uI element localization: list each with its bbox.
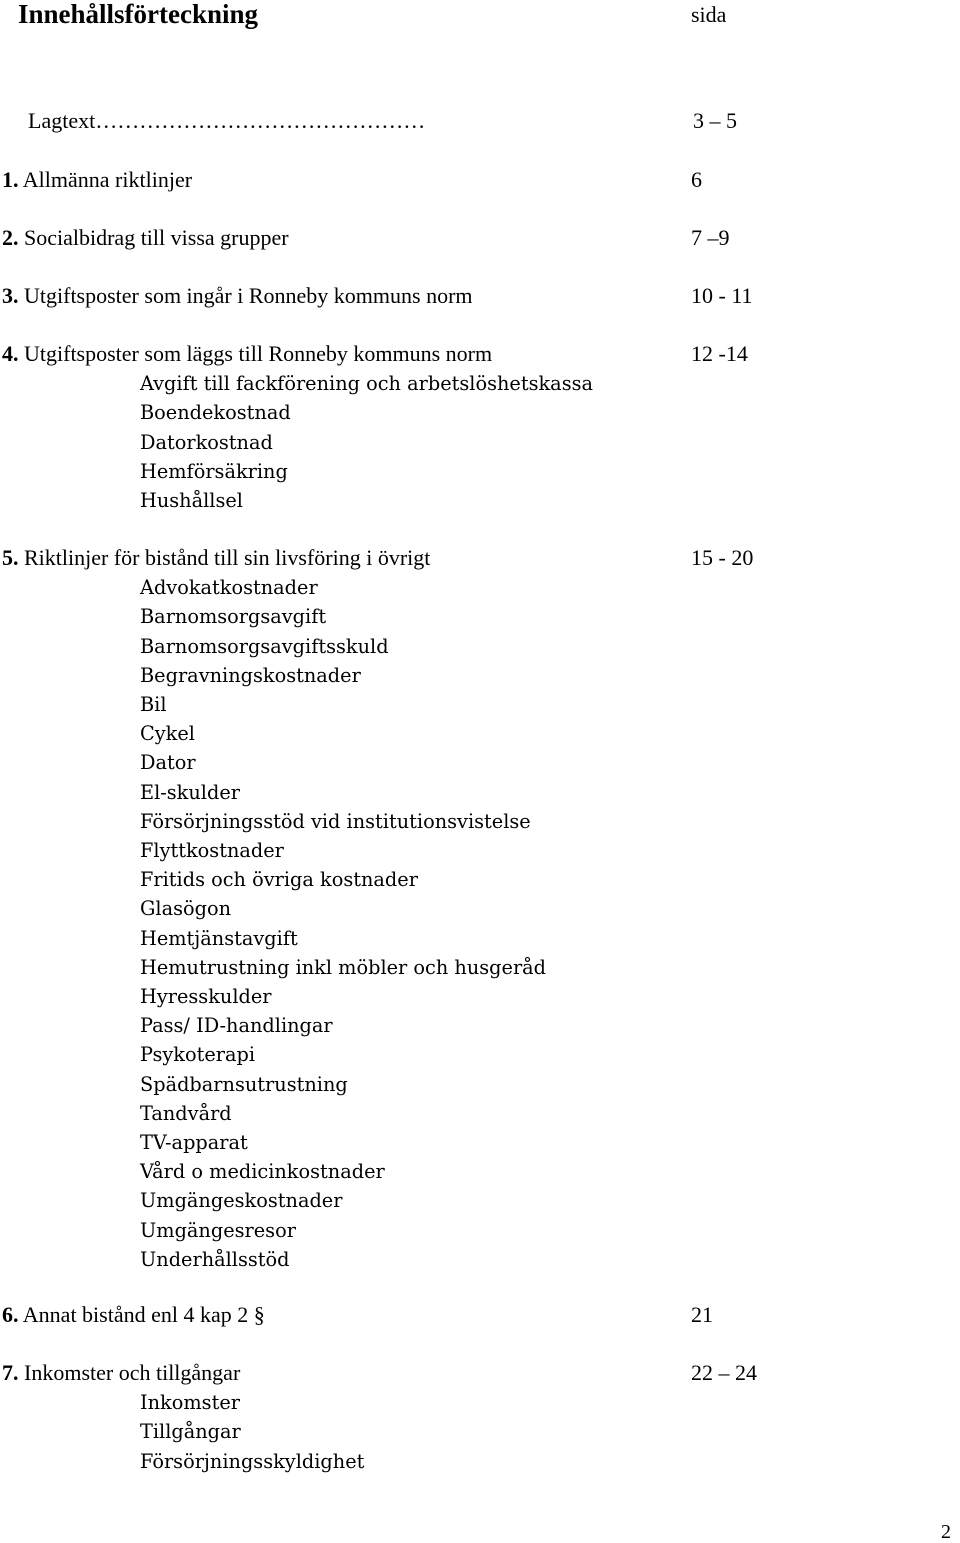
toc-subitem: Bil	[140, 692, 167, 716]
toc-subitem: Umgängeskostnader	[140, 1188, 343, 1213]
toc-entry-title: Socialbidrag till vissa grupper	[24, 225, 289, 250]
toc-entry-title: Inkomster och tillgångar	[24, 1360, 241, 1385]
toc-leader-dots: ………………………………………	[95, 108, 426, 133]
toc-entry	[2, 544, 430, 572]
toc-entry	[2, 166, 192, 194]
toc-subitem: Psykoterapi	[140, 1042, 256, 1067]
toc-subitem: Hemförsäkring	[140, 458, 288, 483]
toc-subitem: Umgängesresor	[140, 1217, 296, 1242]
toc-entry-title: Allmänna riktlinjer	[22, 167, 193, 192]
toc-subitem: Hemtjänstavgift	[140, 925, 298, 950]
toc-subitem: Hushållsel	[140, 488, 243, 512]
toc-entry	[2, 1301, 265, 1329]
toc-entry-pages: 15 - 20	[691, 545, 754, 570]
toc-entry-number: 1.	[2, 167, 19, 192]
toc-entry-pages: 7 –9	[691, 225, 730, 250]
toc-entry-pages: 22 – 24	[691, 1360, 757, 1385]
toc-entry-title: Riktlinjer för bistånd till sin livsföring i övrigt	[24, 545, 431, 570]
toc-subitem: Hyresskulder	[140, 984, 272, 1008]
toc-entry-pages: 12 -14	[691, 341, 748, 366]
toc-entry-title: Annat bistånd enl 4 kap 2 §	[22, 1302, 265, 1327]
toc-entry-number: 3.	[2, 283, 19, 308]
toc-subitem: TV-apparat	[140, 1130, 248, 1154]
toc-subitem: Fritids och övriga kostnader	[140, 867, 418, 892]
toc-entry-number: 7.	[2, 1360, 19, 1385]
toc-entry-number: 2.	[2, 225, 19, 250]
toc-entry-pages: 21	[691, 1302, 713, 1327]
toc-entry	[28, 107, 425, 135]
toc-entry-title: Utgiftsposter som läggs till Ronneby kommuns norm	[24, 341, 493, 366]
toc-subitem: Barnomsorgsavgiftsskuld	[140, 633, 389, 658]
toc-subitem: Cykel	[140, 721, 195, 746]
toc-subitem: Underhållsstöd	[140, 1246, 290, 1271]
toc-subitem: Hemutrustning inkl möbler och husgeråd	[140, 954, 547, 979]
toc-subitem: Barnomsorgsavgift	[140, 604, 327, 629]
toc-subitem: Tillgångar	[140, 1419, 241, 1444]
toc-subitem: Pass/ ID-handlingar	[140, 1013, 333, 1038]
toc-entry-title: Lagtext	[28, 108, 96, 133]
toc-subitem: Dator	[140, 750, 196, 775]
toc-subitem: Vård o medicinkostnader	[140, 1159, 385, 1184]
page-title: Innehållsförteckning	[18, 0, 259, 29]
toc-entry-title: Utgiftsposter som ingår i Ronneby kommuns norm	[24, 283, 473, 308]
toc-entry	[2, 224, 289, 252]
toc-entry-pages: 3 – 5	[693, 108, 737, 133]
toc-subitem: El-skulder	[140, 779, 240, 804]
toc-subitem: Glasögon	[140, 896, 232, 921]
toc-entry	[2, 1359, 240, 1387]
toc-entry-pages: 10 - 11	[691, 283, 753, 308]
toc-subitem: Försörjningsstöd vid institutionsvistelse	[140, 808, 531, 833]
toc-subitem: Försörjningsskyldighet	[140, 1448, 365, 1473]
toc-entry	[2, 340, 492, 368]
toc-entry-number: 5.	[2, 545, 19, 570]
toc-subitem: Tandvård	[140, 1100, 232, 1125]
toc-subitem: Inkomster	[140, 1390, 240, 1415]
toc-subitem: Advokatkostnader	[140, 575, 318, 600]
page-number: 2	[941, 1521, 951, 1543]
toc-subitem: Datorkostnad	[140, 429, 273, 454]
toc-entry-number: 6.	[2, 1302, 19, 1327]
toc-entry-number: 4.	[2, 341, 19, 366]
toc-entry-pages: 6	[691, 167, 702, 192]
toc-subitem: Flyttkostnader	[140, 838, 284, 862]
toc-subitem: Spädbarnsutrustning	[140, 1071, 348, 1096]
page-column-label: sida	[691, 2, 727, 27]
toc-subitem: Begravningskostnader	[140, 662, 361, 687]
toc-entry	[2, 282, 473, 310]
toc-subitem: Avgift till fackförening och arbetslöshetskassa	[140, 371, 594, 396]
toc-subitem: Boendekostnad	[140, 400, 291, 425]
